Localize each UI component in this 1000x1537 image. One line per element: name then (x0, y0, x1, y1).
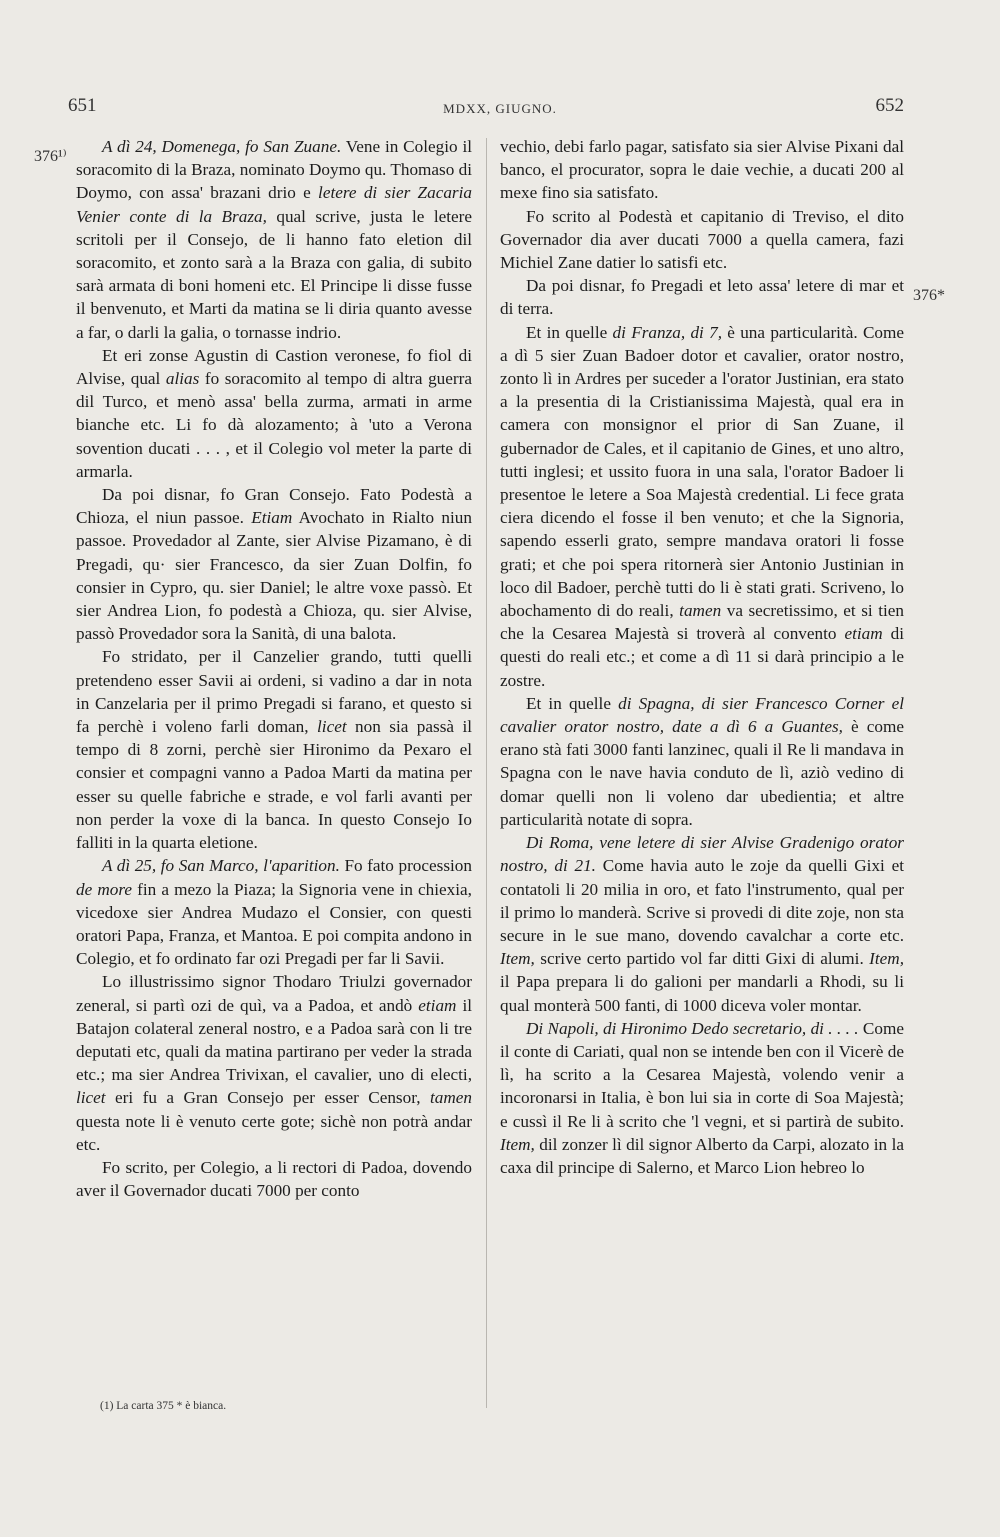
right-page-number: 652 (875, 95, 904, 116)
paragraph: Da poi disnar, fo Gran Consejo. Fato Podestà a Chioza, el niun passoe. Etiam Avochato in Rialto niun passoe. Provedador al Zante, sier Alvise Pizamano, è di Pregadi, qu· sier Francesco, da sier Zuan Dolfin, fo consier in Cypro, qu. sier Daniel; le altre voxe passò. Et sier Andrea Lion, fo podestà a Chioza, qu. sier Alvise, passò Provedador sora la Sanità, di una balota. (76, 485, 472, 644)
right-column (500, 135, 904, 1179)
paragraph: Et in quelle di Franza, di 7, è una particularità. Come a dì 5 sier Zuan Badoer dotor et cavalier, orator nostro, zonto lì in Ardres per suceder a l'orator Justinian, era stato a la presentia di la Cristianissima Majestà, qual era in camera con monsignor el prior di San Zuane, il gubernador de Cales, et il capitanio de Gines, et uno altro, tutti inglesi; et ussito fuora in una sala, l'orator Badoer li presentoe le letere a Soa Majestà credential. Li fece grata ciera dicendo el fosse il ben venuto; et che la Signoria, sapendo esserli grato, sempre mandava oratori li fosse grati; et che poi spera ritornerà sier Antonio Justinian in loco dil Badoer, perchè tutti do li è stati grati. Scriveno, lo abochamento di do reali, tamen va secretissimo, et si tien che la Cesarea Majestà si troverà al convento etiam di questi do reali etc.; et come a dì 11 si darà principio a le zostre. (500, 322, 905, 690)
paragraph: vechio, debi farlo pagar, satisfato sia sier Alvise Pixani dal banco, el procurator, sopra le daie vechie, a ducati 200 al mexe fino sia satisfato. (500, 137, 904, 203)
paragraph: Di Napoli, di Hironimo Dedo secretario, di . . . . Come il conte di Cariati, qual non se intende ben con il Vicerè de lì, ha scrito a la Cesarea Majestà, volendo venir a incoronarsi in Italia, è bon lui sia in corte di Soa Majestà; e cussì il Re li à scrito che 'l vegni, et si partirà de subito. Item, dil zonzer lì dil signor Alberto da Carpi, alozato in la caxa dil principe di Salerno, et Marco Lion hebreo lo (500, 1018, 904, 1177)
paragraph: Lo illustrissimo signor Thodaro Triulzi governador zeneral, si partì ozi de quì, va a Padoa, et andò etiam il Batajon colateral zeneral nostro, e a Padoa sarà con li tre deputati etc, quali da matina partirano per veder la strada etc.; ma sier Andrea Trivixan, el cavalier, uno di electi, licet eri fu a Gran Consejo per esser Censor, tamen questa note li è venuto certe gote; sichè non potrà andar etc. (76, 972, 472, 1154)
paragraph: A dì 25, fo San Marco, l'aparition. Fo fato procession de more fin a mezo la Piaza; la Signoria vene in chiexia, vicedoxe sier Andrea Mudazo el Consier, con questi oratori Papa, Franza, et Mantoa. E poi compita andono in Colegio, et fo ordinato far ozi Pregadi per far li Savii. (76, 856, 472, 969)
paragraph: Fo scrito al Podestà et capitanio di Treviso, el dito Governador dia aver ducati 7000 a quella camera, fazi Michiel Zane datier lo satisfi etc. (500, 206, 904, 273)
running-title: MDXX, GIUGNO. (443, 101, 557, 116)
paragraph: Fo scrito, per Colegio, a li rectori di Padoa, dovendo aver il Governador ducati 7000 per conto (76, 1157, 472, 1201)
left-page-number: 651 (68, 95, 97, 116)
left-column (76, 135, 472, 1202)
column-divider (486, 138, 487, 1408)
paragraph: Fo stridato, per il Canzelier grando, tutti quelli pretendeno esser Savii ai ordeni, si vadino a dar in nota in Canzelaria per il primo Pregadi si farano, et questo si fa perchè i voleno farli doman, licet non sia passà il tempo di 8 zorni, perchè sier Hironimo da Pexaro el consier et compagni vanno a Padoa Marti da matina per esser su quelle fabriche e strade, e vol farli avanti per non perder la voxe di la banca. In questo Consejo Io falliti in la quarta eletione. (76, 647, 472, 853)
paragraph: Di Roma, vene letere di sier Alvise Gradenigo orator nostro, di 21. Come havia auto le zoje da quelli Gixi et contatoli li 20 milia in oro, et fato l'instrumento, qual per il primo lo manderà. Scrive si provedi di dite zoje, non sta secure in le sue mano, dovendo cavalchar a corte etc. Item, scrive certo partido vol far ditti Gixi di alumi. Item, il Papa prepara li do galioni per mandarli a Rhodi, su li qual monterà 500 fanti, di 1000 diceva voler montar. (500, 833, 904, 1015)
paragraph: Et in quelle di Spagna, di sier Francesco Corner el cavalier orator nostro, date a dì 6 a Guantes, è come erano stà fati 3000 fanti lanzinec, quali il Re li mandava in Spagna con le nave havia conduto de lì, aziò vedino di domar quelli non li voleno dar ubedientia; et altre particularità notate di sopra. (500, 693, 905, 829)
paragraph: Et eri zonse Agustin di Castion veronese, fo fiol di Alvise, qual alias fo soracomito al tempo di altra guerra dil Turco, et menò assa' bella zurma, armati in arme bianche etc. Li fo dà alozamento; à 'uto a Verona sovention ducati . . . , et il Colegio vol meter la parte di armarla. (76, 345, 472, 481)
paragraph: A dì 24, Domenega, fo San Zuane. Vene in Colegio il soracomito di la Braza, nominato Doymo qu. Thomaso di Doymo, con assa' brazani drio e letere di sier Zacaria Venier conte di la Braza, qual scrive, justa le letere scritoli per il Consejo, de li hanno fato eletion dil soracomito, et zonto sarà a la Braza con galia, di subito sarà armata di boni homeni etc. El Principe li disse fusse il benvenuto, et Marti da matina se li diria quanto avesse a far, o darli la galia, o tornasse indrio. (76, 137, 472, 342)
footnote: (1) La carta 375 * è bianca. (100, 1400, 227, 1412)
left-margin-note: 376¹⁾ (34, 148, 67, 165)
right-margin-note: 376* (913, 287, 945, 304)
paragraph: Da poi disnar, fo Pregadi et leto assa' letere di mar et di terra. (500, 276, 904, 319)
